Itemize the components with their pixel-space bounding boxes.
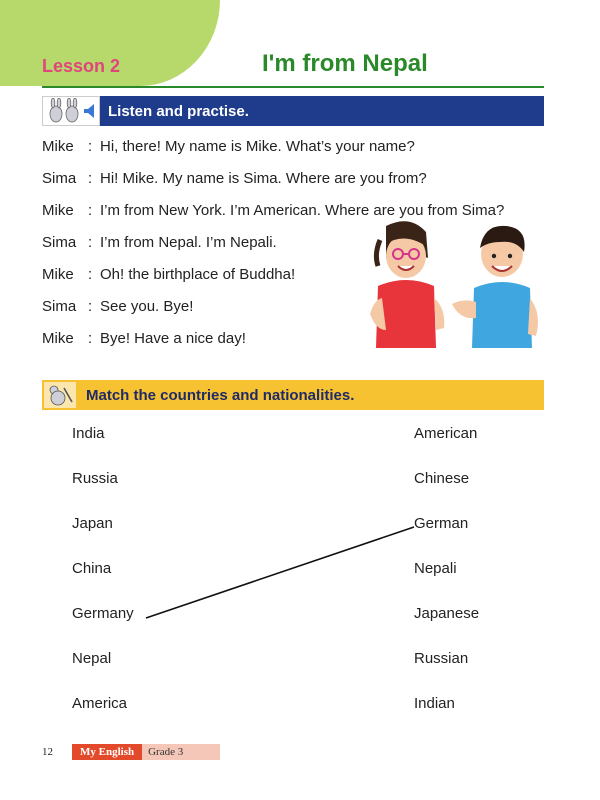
countries-column [72, 424, 134, 739]
grade-label: Grade 3 [142, 744, 220, 760]
section-listen-label: Listen and practise. [100, 96, 544, 126]
dialogue-line [42, 136, 544, 157]
mouse-pencil-icon [42, 380, 78, 410]
speaker-colon: : [88, 266, 93, 283]
speaker-colon: : [88, 330, 93, 347]
header-divider [42, 86, 544, 88]
speech-text: Hi, there! My name is Mike. What’s your name? [100, 138, 415, 155]
speech-text: I’m from New York. I’m American. Where are you from Sima? [100, 202, 505, 219]
speaker-colon: : [88, 234, 93, 251]
speaker-name: Mike [42, 330, 74, 347]
page-number: 12 [42, 746, 53, 758]
speaker-name: Sima [42, 298, 77, 315]
speaker-colon: : [88, 170, 93, 187]
page-footer [42, 744, 220, 760]
nationality-item: Indian [414, 695, 455, 712]
section-match-bar [42, 380, 544, 410]
section-listen-bar [42, 96, 544, 126]
speaker-name: Mike [42, 138, 74, 155]
nationality-item: Chinese [414, 470, 470, 487]
nationality-item: German [414, 515, 469, 532]
speaker-colon: : [88, 138, 93, 155]
speech-text: Oh! the birthplace of Buddha! [100, 266, 296, 283]
nationality-item: Russian [414, 650, 469, 667]
country-item: India [72, 425, 105, 442]
speaker-name: Sima [42, 170, 77, 187]
speaker-colon: : [88, 202, 93, 219]
section-match-label: Match the countries and nationalities. [78, 380, 544, 410]
speech-text: I’m from Nepal. I’m Nepali. [100, 234, 277, 251]
country-item: China [72, 560, 112, 577]
nationality-item: Nepali [414, 560, 457, 577]
country-item: Nepal [72, 650, 112, 667]
children-illustration [360, 218, 544, 348]
book-title: My English [72, 744, 142, 760]
speaker-name: Mike [42, 202, 74, 219]
country-item: Russia [72, 470, 118, 487]
speech-text: Hi! Mike. My name is Sima. Where are you from? [100, 170, 427, 187]
nationality-item: American [414, 425, 478, 442]
speaker-name: Mike [42, 266, 74, 283]
rabbits-speaker-icon [42, 96, 100, 126]
dialogue-line [42, 168, 544, 189]
speaker-colon: : [88, 298, 93, 315]
nationalities-column [414, 424, 479, 739]
country-item: Germany [72, 605, 134, 622]
nationality-item: Japanese [414, 605, 480, 622]
country-item: America [72, 695, 128, 712]
speaker-name: Sima [42, 234, 77, 251]
country-item: Japan [72, 515, 113, 532]
speech-text: Bye! Have a nice day! [100, 330, 246, 347]
lesson-label: Lesson 2 [42, 56, 121, 76]
speech-text: See you. Bye! [100, 298, 194, 315]
page-title: I'm from Nepal [262, 50, 428, 77]
